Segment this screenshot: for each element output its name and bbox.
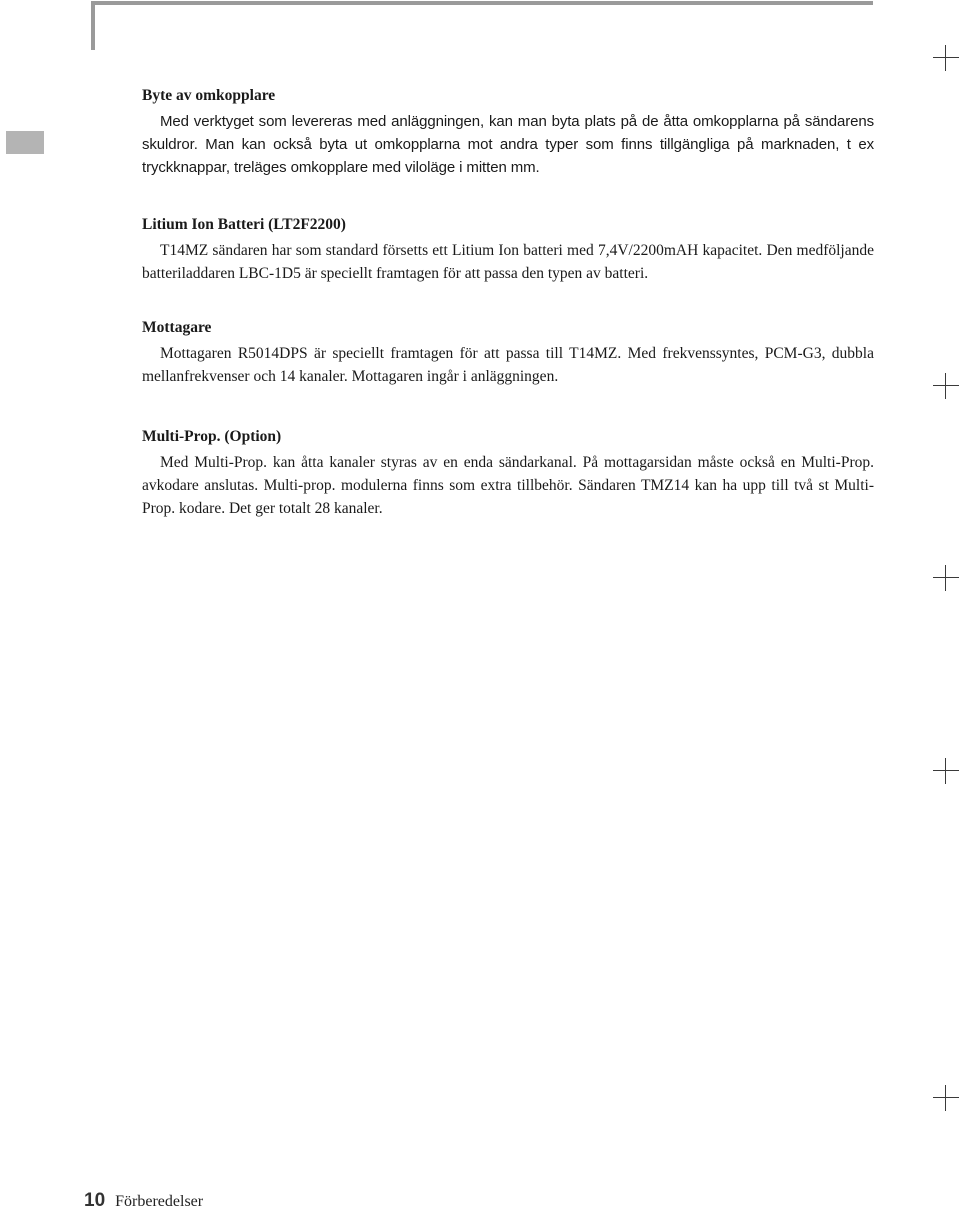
page-frame-corner: [91, 1, 873, 50]
crop-mark-icon: [933, 373, 959, 399]
section-body: Med Multi-Prop. kan åtta kanaler styras av en enda sändarkanal. På mottagarsidan måste också en Multi-Prop. avkodare anslutas. Multi-prop. modulerna finns som extra tillbehör. Sändaren TMZ14 kan ha upp till två st Multi-Prop. kodare. Det ger totalt 28 kanaler.: [142, 454, 874, 517]
section-heading: Mottagare: [142, 319, 212, 336]
page-number: 10: [84, 1190, 106, 1211]
section-byte-av-omkopplare: [142, 86, 874, 179]
section-body: Med verktyget som levereras med anläggningen, kan man byta plats på de åtta omkopplarna på sändarens skuldror. Man kan också byta ut omkopplarna mot andra typer som finns tillgängliga på marknaden, t ex tryckknappar, treläges omkopplare med viloläge i mitten mm.: [142, 113, 874, 176]
section-litium-ion-batteri: [142, 215, 874, 285]
section-heading: Litium Ion Batteri (LT2F2200): [142, 216, 346, 233]
page-footer: [84, 1190, 203, 1212]
crop-mark-icon: [933, 45, 959, 71]
section-multi-prop: [142, 427, 874, 520]
section-body: T14MZ sändaren har som standard försetts ett Litium Ion batteri med 7,4V/2200mAH kapacitet. Den medföljande batteriladdaren LBC-1D5 är speciellt framtagen för att passa den typen av batteri.: [142, 242, 874, 282]
chapter-title: Förberedelser: [115, 1193, 204, 1210]
crop-mark-icon: [933, 565, 959, 591]
section-heading: Multi-Prop. (Option): [142, 428, 282, 445]
section-heading: Byte av omkopplare: [142, 87, 276, 104]
section-mottagare: [142, 318, 874, 388]
section-body: Mottagaren R5014DPS är speciellt framtagen för att passa till T14MZ. Med frekvenssyntes, PCM-G3, dubbla mellanfrekvenser och 14 kanaler. Mottagaren ingår i anläggningen.: [142, 345, 874, 385]
crop-mark-icon: [933, 758, 959, 784]
crop-mark-icon: [933, 1085, 959, 1111]
chapter-side-tab: [6, 131, 44, 154]
